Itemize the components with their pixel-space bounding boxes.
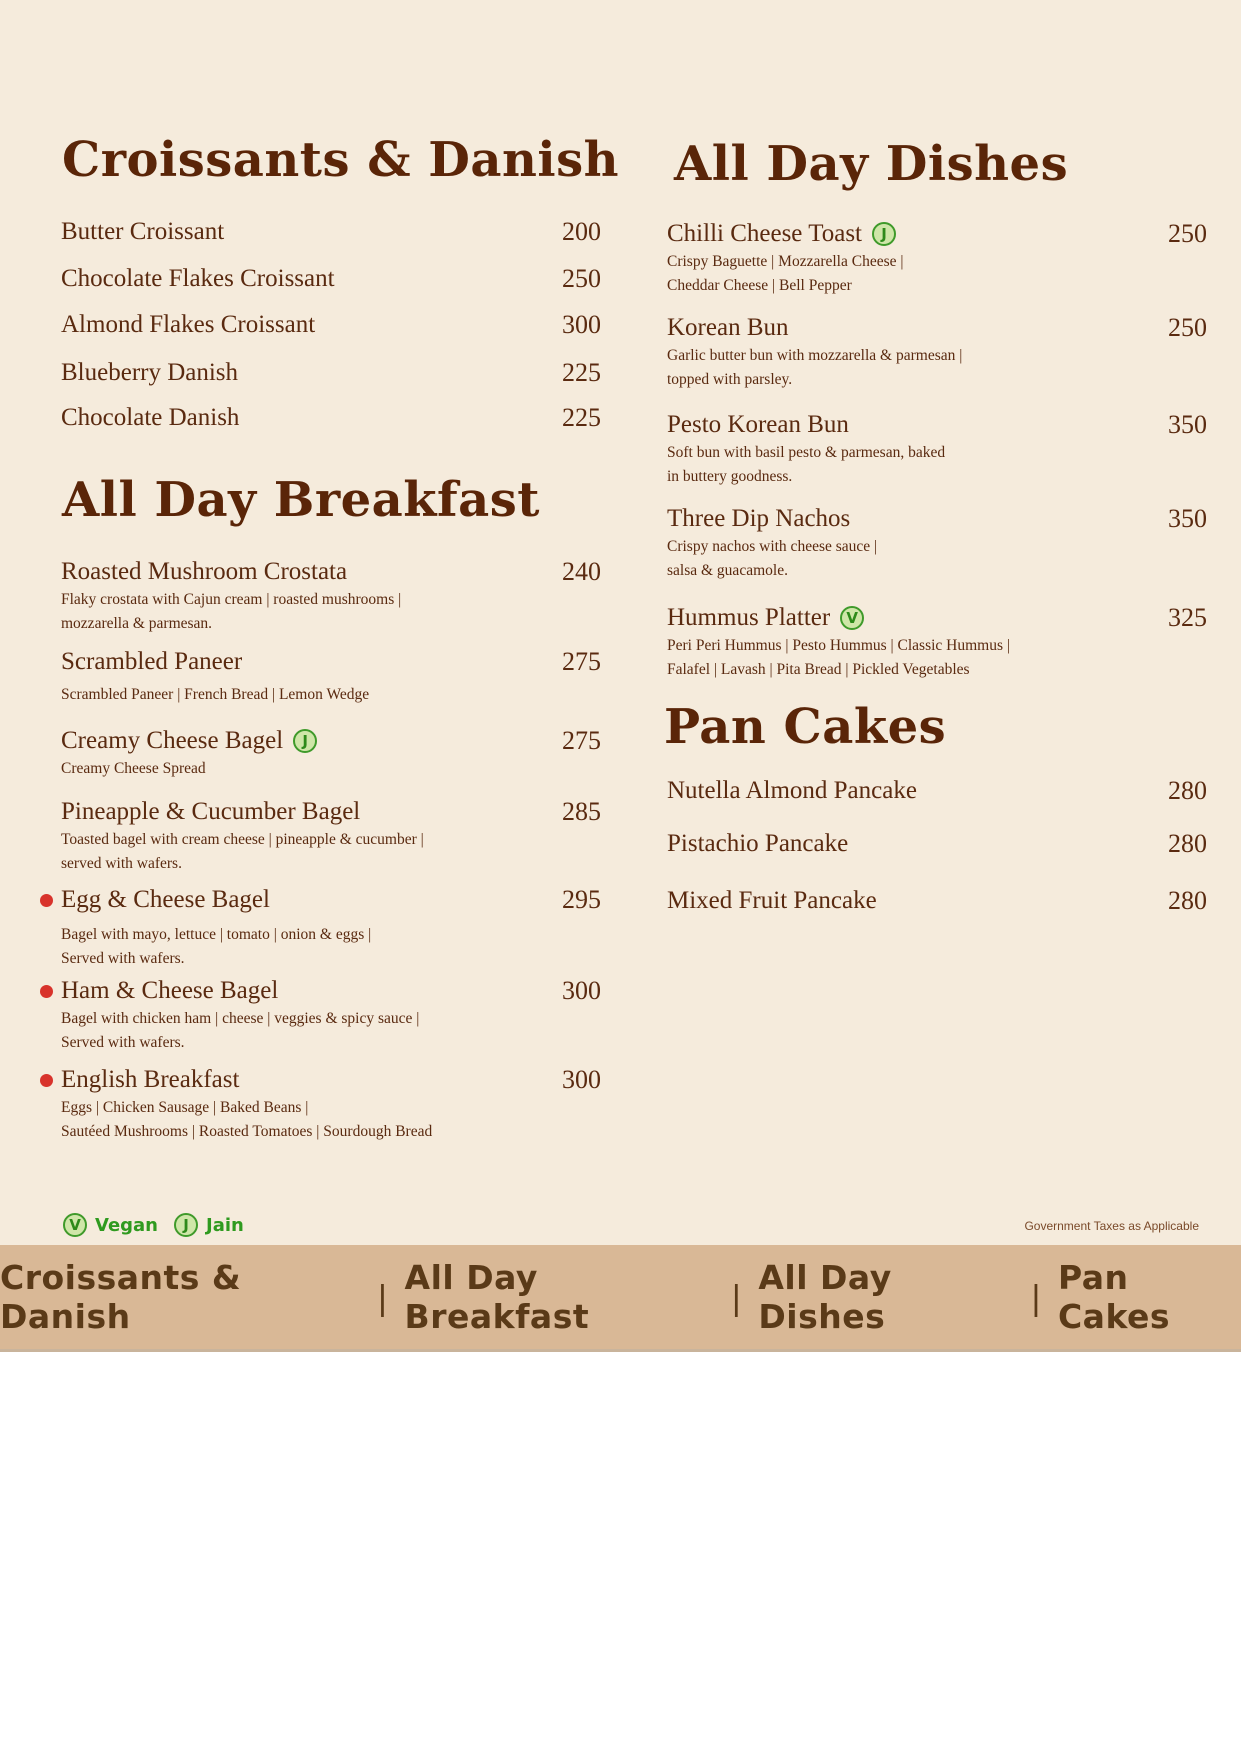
- item-name: English Breakfast: [61, 1066, 240, 1093]
- menu-item: [61, 217, 601, 247]
- item-description: Crispy nachos with cheese sauce |: [667, 538, 878, 555]
- item-description: mozzarella & parmesan.: [61, 615, 213, 632]
- legend-jain: Jain: [206, 1214, 244, 1236]
- item-name: Roasted Mushroom Crostata: [61, 558, 348, 585]
- item-name: Chilli Cheese Toast: [667, 220, 862, 247]
- menu-item: [61, 647, 601, 706]
- item-price: 300: [562, 1065, 601, 1094]
- item-price: 275: [562, 647, 601, 676]
- item-name: Hummus Platter: [667, 604, 831, 631]
- item-name: Nutella Almond Pancake: [667, 777, 917, 804]
- non-veg-icon: [40, 1074, 53, 1087]
- footer-category: All Day Breakfast: [404, 1258, 590, 1336]
- menu-item: [61, 264, 601, 294]
- menu-item: [61, 1065, 601, 1143]
- item-description: topped with parsley.: [667, 371, 793, 388]
- legend-vegan: Vegan: [95, 1214, 158, 1236]
- item-description: Cheddar Cheese | Bell Pepper: [667, 277, 852, 294]
- item-price: 225: [562, 403, 601, 432]
- non-veg-icon: [40, 985, 53, 998]
- menu-item: [61, 310, 601, 340]
- non-veg-icon: [40, 894, 53, 907]
- item-description: Crispy Baguette | Mozzarella Cheese |: [667, 253, 904, 270]
- section-title-pancakes: Pan Cakes: [664, 699, 947, 755]
- menu-item: [667, 219, 1207, 297]
- item-name: Three Dip Nachos: [667, 505, 851, 532]
- footer-category: Pan Cakes: [1057, 1258, 1171, 1336]
- item-description: Scrambled Paneer | French Bread | Lemon Wedge: [61, 686, 370, 703]
- item-name: Blueberry Danish: [61, 359, 239, 386]
- item-description: Peri Peri Hummus | Pesto Hummus | Classic Hummus |: [667, 637, 1010, 654]
- item-price: 300: [562, 976, 601, 1005]
- item-description: salsa & guacamole.: [667, 562, 788, 579]
- menu-item: [61, 797, 601, 875]
- item-price: 250: [1168, 219, 1207, 248]
- item-name: Mixed Fruit Pancake: [667, 887, 877, 914]
- diet-legend: [63, 1213, 244, 1237]
- item-name: Chocolate Danish: [61, 404, 240, 431]
- item-name: Butter Croissant: [61, 218, 225, 245]
- vegan-icon: V: [63, 1213, 87, 1237]
- item-description: Sautéed Mushrooms | Roasted Tomatoes | Sourdough Bread: [61, 1123, 433, 1140]
- item-price: 285: [562, 797, 601, 826]
- footer-category: Croissants & Danish: [0, 1258, 242, 1336]
- item-price: 250: [562, 264, 601, 293]
- footer-separator: |: [730, 1277, 743, 1317]
- item-name: Ham & Cheese Bagel: [61, 977, 279, 1004]
- item-price: 350: [1168, 410, 1207, 439]
- item-description: Garlic butter bun with mozzarella & parmesan |: [667, 347, 963, 364]
- item-price: 280: [1168, 776, 1207, 805]
- menu-item: [667, 504, 1207, 582]
- item-name: Pesto Korean Bun: [667, 411, 849, 438]
- vegan-icon: V: [840, 606, 864, 630]
- menu-item: [667, 410, 1207, 488]
- item-name: Egg & Cheese Bagel: [61, 886, 270, 913]
- item-description: Bagel with mayo, lettuce | tomato | onion & eggs |: [61, 926, 372, 943]
- menu-item: [61, 726, 601, 780]
- menu-item: [61, 885, 601, 970]
- jain-icon: J: [293, 729, 317, 753]
- item-name: Pineapple & Cucumber Bagel: [61, 798, 361, 825]
- section-title-dishes: All Day Dishes: [674, 136, 1069, 192]
- footer-separator: |: [1030, 1277, 1042, 1317]
- menu-item: [61, 358, 601, 388]
- item-description: Falafel | Lavash | Pita Bread | Pickled Vegetables: [667, 661, 970, 678]
- item-price: 240: [562, 557, 601, 586]
- menu-item: [667, 313, 1207, 391]
- item-description: Served with wafers.: [61, 950, 185, 967]
- item-description: Soft bun with basil pesto & parmesan, baked: [667, 444, 946, 461]
- item-price: 275: [562, 726, 601, 755]
- item-price: 200: [562, 217, 601, 246]
- item-description: Toasted bagel with cream cheese | pineapple & cucumber |: [61, 831, 424, 848]
- footer-category: All Day Dishes: [758, 1258, 892, 1336]
- section-title-croissants: Croissants & Danish: [62, 132, 620, 188]
- menu-item: [667, 829, 1207, 859]
- item-name: Chocolate Flakes Croissant: [61, 265, 335, 292]
- item-name: Korean Bun: [667, 314, 789, 341]
- menu-item: [61, 976, 601, 1054]
- item-description: served with wafers.: [61, 855, 182, 872]
- item-price: 350: [1168, 504, 1207, 533]
- item-name: Pistachio Pancake: [667, 830, 849, 857]
- item-description: Bagel with chicken ham | cheese | veggies & spicy sauce |: [61, 1010, 420, 1027]
- item-price: 300: [562, 310, 601, 339]
- menu-item: [667, 776, 1207, 806]
- item-name: Scrambled Paneer: [61, 648, 243, 675]
- menu-item: [61, 557, 601, 635]
- footer-category-band: [0, 1245, 1241, 1352]
- item-price: 325: [1168, 603, 1207, 632]
- item-price: 295: [562, 885, 601, 914]
- item-description: Creamy Cheese Spread: [61, 760, 206, 777]
- item-description: Eggs | Chicken Sausage | Baked Beans |: [61, 1099, 309, 1116]
- taxes-note: Government Taxes as Applicable: [1024, 1219, 1199, 1233]
- item-name: Almond Flakes Croissant: [61, 311, 316, 338]
- menu-item: [667, 603, 1207, 681]
- item-price: 280: [1168, 829, 1207, 858]
- item-price: 225: [562, 358, 601, 387]
- jain-icon: J: [872, 222, 896, 246]
- item-name: Creamy Cheese Bagel: [61, 727, 284, 754]
- footer-separator: |: [376, 1277, 389, 1317]
- item-description: Flaky crostata with Cajun cream | roasted mushrooms |: [61, 591, 402, 608]
- item-price: 250: [1168, 313, 1207, 342]
- menu-item: [61, 403, 601, 433]
- item-description: in buttery goodness.: [667, 468, 793, 485]
- item-description: Served with wafers.: [61, 1034, 185, 1051]
- item-price: 280: [1168, 886, 1207, 915]
- section-title-breakfast: All Day Breakfast: [62, 472, 540, 528]
- jain-icon: J: [174, 1213, 198, 1237]
- menu-item: [667, 886, 1207, 916]
